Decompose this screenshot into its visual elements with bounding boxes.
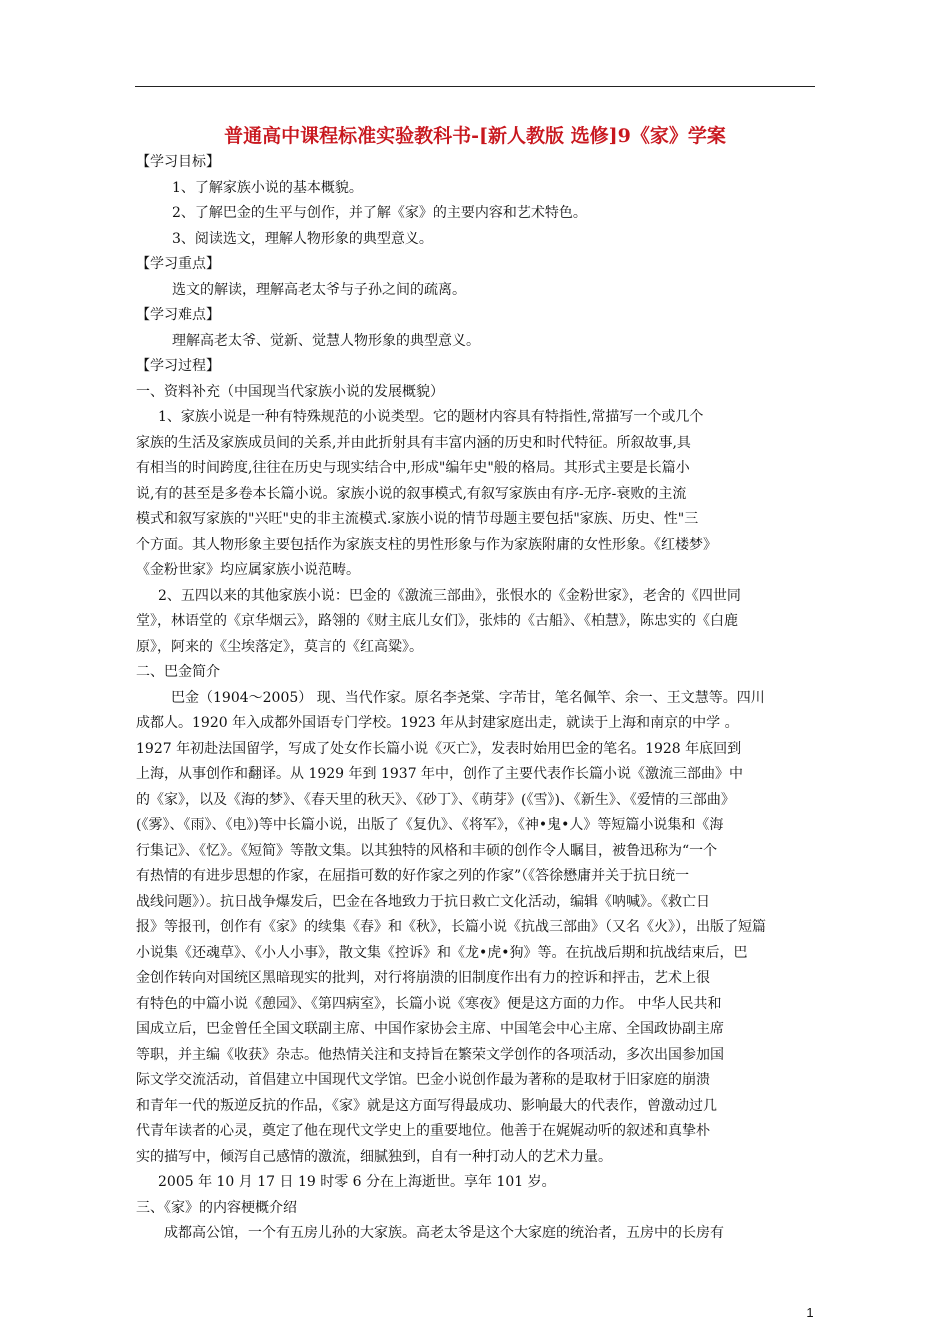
text-line: 1、家族小说是一种有特殊规范的小说类型。它的题材内容具有特指性,常描写一个或几个 xyxy=(158,409,704,425)
text-line: 战线问题》）。抗日战争爆发后，巴金在各地致力于抗日救亡文化活动，编辑《呐喊》。《救亡日 xyxy=(136,893,710,910)
text-line: 《金粉世家》均应属家族小说范畴。 xyxy=(136,562,360,578)
subsection-heading: 二、巴金简介 xyxy=(136,664,220,680)
document-body xyxy=(136,150,814,1247)
document-title: 普通高中课程标准实验教科书-[新人教版 选修]9《家》学案 xyxy=(224,125,726,147)
text-line: 说,有的甚至是多卷本长篇小说。家族小说的叙事模式,有叙写家族由有序-无序-衰败的主流 xyxy=(136,485,687,502)
text-line: 1927 年初赴法国留学，写成了处女作长篇小说《灭亡》，发表时始用巴金的笔名。1928 年底回到 xyxy=(136,740,742,757)
text-line: 报》等报刊，创作有《家》的续集《春》和《秋》，长篇小说《抗战三部曲》（又名《火》），出版了短篇 xyxy=(136,919,766,935)
text-line: 堂》，林语堂的《京华烟云》，路翎的《财主底儿女们》，张炜的《古船》、《柏慧》，陈忠实的《白鹿 xyxy=(136,613,738,629)
text-line: 有特色的中篇小说《憩园》、《第四病室》，长篇小说《寒夜》便是这方面的力作。 中华人民共和 xyxy=(136,995,722,1012)
objective-item: 3、阅读选文，理解人物形象的典型意义。 xyxy=(172,230,433,247)
objective-item: 1、了解家族小说的基本概貌。 xyxy=(172,179,363,196)
text-line: 和青年一代的叛逆反抗的作品，《家》就是这方面写得最成功、影响最大的代表作，曾激动过几 xyxy=(136,1097,717,1114)
text-line: 模式和叙写家族的"兴旺"史的非主流模式.家族小说的情节母题主要包括"家族、历史、性"三 xyxy=(136,511,699,527)
text-line: 成都高公馆，一个有五房儿孙的大家族。高老太爷是这个大家庭的统治者，五房中的长房有 xyxy=(164,1225,724,1241)
text-line: 原》，阿来的《尘埃落定》，莫言的《红高粱》。 xyxy=(136,638,423,655)
header-rule xyxy=(135,86,815,87)
text-line: 2、五四以来的其他家族小说：巴金的《激流三部曲》，张恨水的《金粉世家》，老舍的《四世同 xyxy=(158,587,741,604)
text-line: 选文的解读，理解高老太爷与子孙之间的疏离。 xyxy=(172,281,466,298)
section-heading: 【学习过程】 xyxy=(136,358,220,374)
subsection-heading: 三、《家》的内容梗概介绍 xyxy=(136,1199,297,1216)
section-heading: 【学习难点】 xyxy=(136,307,220,323)
text-line: 理解高老太爷、觉新、觉慧人物形象的典型意义。 xyxy=(172,332,480,349)
text-line: 有热情的有进步思想的作家，在屈指可数的好作家之列的作家”（《答徐懋庸并关于抗日统一 xyxy=(136,868,690,884)
text-line: 家族的生活及家族成员间的关系,并由此折射具有丰富内涵的历史和时代特征。所叙故事,具 xyxy=(136,434,691,451)
text-line: 的《家》，以及《海的梦》、《春天里的秋天》、《砂丁》、《萌芽》(《雪》)、《新生》、《爱情的三部曲》 xyxy=(136,791,735,808)
section-heading: 【学习目标】 xyxy=(136,154,220,170)
text-line: 成都人。1920 年入成都外国语专门学校。1923 年从封建家庭出走，就读于上海和南京的中学 。 xyxy=(136,715,739,731)
text-line: 行集记》、《忆》。《短简》等散文集。以其独特的风格和丰硕的创作令人瞩目，被鲁迅称为“一个 xyxy=(136,842,718,859)
text-line: 国成立后，巴金曾任全国文联副主席、中国作家协会主席、中国笔会中心主席、全国政协副主席 xyxy=(136,1021,724,1037)
text-line: 巴金（1904～2005） 现、当代作家。原名李尧棠、字芾甘，笔名佩竿、余一、王文慧等。四川 xyxy=(171,689,765,706)
text-line: 等职，并主编《收获》杂志。他热情关注和支持旨在繁荣文学创作的各项活动，多次出国参加国 xyxy=(136,1046,724,1063)
objective-item: 2、了解巴金的生平与创作，并了解《家》的主要内容和艺术特色。 xyxy=(172,205,587,221)
text-line: 小说集《还魂草》、《小人小事》，散文集《控诉》和《龙•虎•狗》等。在抗战后期和抗战结束后，巴 xyxy=(136,944,748,961)
text-line: 际文学交流活动，首倡建立中国现代文学馆。巴金小说创作最为著称的是取材于旧家庭的崩溃 xyxy=(136,1072,710,1088)
section-heading: 【学习重点】 xyxy=(136,256,220,272)
text-line: 金创作转向对国统区黑暗现实的批判，对行将崩溃的旧制度作出有力的控诉和抨击，艺术上很 xyxy=(136,970,710,986)
text-line: 有相当的时间跨度,往往在历史与现实结合中,形成"编年史"般的格局。其形式主要是长篇小 xyxy=(136,460,690,476)
text-line: 实的描写中，倾泻自己感情的激流，细腻独到，自有一种打动人的艺术力量。 xyxy=(136,1148,612,1165)
text-line: 个方面。其人物形象主要包括作为家族支柱的男性形象与作为家族附庸的女性形象。《红楼梦》 xyxy=(136,536,717,553)
text-line: 2005 年 10 月 17 日 19 时零 6 分在上海逝世。享年 101 岁。 xyxy=(158,1174,556,1190)
subsection-heading: 一、资料补充（中国现当代家族小说的发展概貌） xyxy=(136,383,444,400)
text-line: 上海，从事创作和翻译。从 1929 年到 1937 年中，创作了主要代表作长篇小说《激流三部曲》中 xyxy=(136,766,744,782)
text-line: 代青年读者的心灵，奠定了他在现代文学史上的重要地位。他善于在娓娓动听的叙述和真挚朴 xyxy=(136,1123,710,1139)
text-line: (《雾》、《雨》、《电》)等中长篇小说，出版了《复仇》、《将军》，《神•鬼•人》等短篇小说集和《海 xyxy=(136,817,724,833)
page-number: 1 xyxy=(806,1305,814,1320)
